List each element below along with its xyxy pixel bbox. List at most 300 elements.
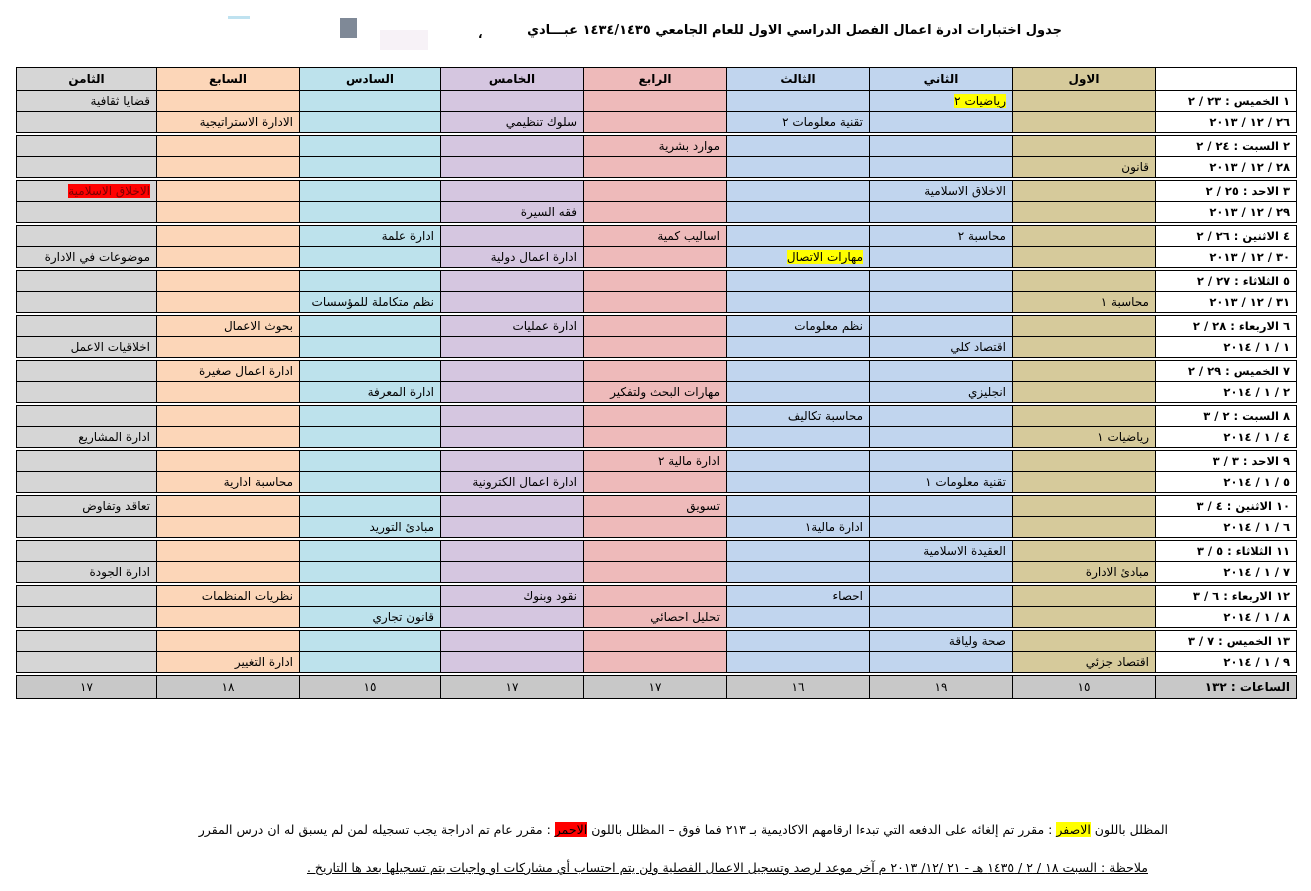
exam-cell bbox=[17, 316, 157, 337]
exam-cell bbox=[584, 316, 727, 337]
exam-cell bbox=[727, 271, 870, 292]
table-row bbox=[17, 631, 1297, 652]
exam-cell bbox=[584, 226, 727, 247]
exam-cell bbox=[1013, 136, 1156, 157]
course-name: سلوك تنظيمي bbox=[505, 115, 577, 129]
date-label: ٧ / ١ / ٢٠١٤ bbox=[1156, 562, 1297, 583]
course-name: ادارة المعرفة bbox=[367, 385, 434, 399]
day-label: ١٠ الاثنين : ٤ / ٣ bbox=[1156, 496, 1297, 517]
exam-cell bbox=[870, 631, 1013, 652]
exam-cell bbox=[17, 427, 157, 448]
exam-cell bbox=[727, 226, 870, 247]
course-name: موارد بشرية bbox=[658, 139, 720, 153]
exam-cell bbox=[441, 562, 584, 583]
decorative-square bbox=[340, 18, 357, 38]
course-name: نظم معلومات bbox=[794, 319, 863, 333]
exam-cell bbox=[727, 112, 870, 133]
hours-value: ١٧ bbox=[441, 676, 584, 699]
exam-cell bbox=[300, 337, 441, 358]
exam-cell bbox=[870, 292, 1013, 313]
column-header: الثامن bbox=[17, 68, 157, 91]
exam-cell bbox=[1013, 91, 1156, 112]
exam-cell bbox=[157, 562, 300, 583]
course-name: العقيدة الاسلامية bbox=[923, 544, 1006, 558]
legend-text-c: : مقرر عام تم ادراجة يجب تسجيله لمن لم يسبق له ان درس المقرر bbox=[198, 822, 551, 837]
table-row bbox=[17, 361, 1297, 382]
exam-cell bbox=[441, 157, 584, 178]
course-name: الاخلاق الاسلامية bbox=[68, 184, 150, 198]
exam-cell bbox=[870, 382, 1013, 403]
course-name: ادارة الجودة bbox=[89, 565, 150, 579]
page-title: جدول اختبارات ادرة اعمال الفصل الدراسي الاول للعام الجامعي ١٤٣٤/١٤٣٥ عبـــادي bbox=[527, 23, 1062, 38]
exam-cell bbox=[157, 112, 300, 133]
exam-cell bbox=[157, 337, 300, 358]
course-name: انجليزي bbox=[967, 385, 1006, 399]
exam-cell bbox=[157, 496, 300, 517]
exam-cell bbox=[300, 451, 441, 472]
course-name: ادارة اعمال دولية bbox=[490, 250, 577, 264]
exam-cell bbox=[157, 517, 300, 538]
date-label: ٩ / ١ / ٢٠١٤ bbox=[1156, 652, 1297, 673]
exam-cell bbox=[870, 541, 1013, 562]
course-name: تقنية معلومات ١ bbox=[925, 475, 1006, 489]
course-name: ادارة عمليات bbox=[512, 319, 577, 333]
exam-cell bbox=[584, 652, 727, 673]
totals-row bbox=[17, 676, 1297, 699]
table-row bbox=[17, 406, 1297, 427]
column-header: الخامس bbox=[441, 68, 584, 91]
exam-cell bbox=[300, 271, 441, 292]
exam-cell bbox=[584, 427, 727, 448]
exam-cell bbox=[17, 451, 157, 472]
hours-value: ١٥ bbox=[1013, 676, 1156, 699]
exam-cell bbox=[727, 361, 870, 382]
course-name: رياضيات ١ bbox=[1097, 430, 1149, 444]
exam-cell bbox=[17, 271, 157, 292]
course-name: فقه السيرة bbox=[520, 205, 577, 219]
exam-cell bbox=[157, 271, 300, 292]
exam-cell bbox=[1013, 316, 1156, 337]
course-name: نظم متكاملة للمؤسسات bbox=[311, 295, 434, 309]
table-row bbox=[17, 226, 1297, 247]
table-row bbox=[17, 157, 1297, 178]
decorative-block bbox=[380, 30, 428, 50]
course-name: تقنية معلومات ٢ bbox=[782, 115, 863, 129]
exam-cell bbox=[300, 226, 441, 247]
exam-cell bbox=[157, 247, 300, 268]
exam-cell bbox=[1013, 292, 1156, 313]
exam-cell bbox=[870, 226, 1013, 247]
exam-cell bbox=[441, 112, 584, 133]
course-name: بحوث الاعمال bbox=[223, 319, 293, 333]
column-header: الثالث bbox=[727, 68, 870, 91]
course-name: صحة ولياقة bbox=[948, 634, 1006, 648]
exam-cell bbox=[870, 472, 1013, 493]
column-header: السادس bbox=[300, 68, 441, 91]
exam-cell bbox=[300, 517, 441, 538]
exam-cell bbox=[727, 631, 870, 652]
exam-cell bbox=[441, 631, 584, 652]
legend-text-b: : مقرر تم إلغائه على الدفعه التي تبدءا ارقامهم الاكاديمية بـ ٢١٣ فما فوق – المظلل باللون bbox=[591, 822, 1053, 837]
exam-cell bbox=[870, 607, 1013, 628]
exam-cell bbox=[441, 226, 584, 247]
date-label: ٣٠ / ١٢ / ٢٠١٣ bbox=[1156, 247, 1297, 268]
day-label: ٧ الخميس : ٢٩ / ٢ bbox=[1156, 361, 1297, 382]
exam-cell bbox=[17, 112, 157, 133]
exam-cell bbox=[441, 517, 584, 538]
exam-cell bbox=[157, 136, 300, 157]
exam-cell bbox=[1013, 112, 1156, 133]
schedule-body bbox=[17, 68, 1297, 699]
exam-cell bbox=[584, 517, 727, 538]
exam-cell bbox=[157, 406, 300, 427]
exam-cell bbox=[17, 247, 157, 268]
table-row bbox=[17, 451, 1297, 472]
date-label: ٢٦ / ١٢ / ٢٠١٣ bbox=[1156, 112, 1297, 133]
exam-cell bbox=[157, 316, 300, 337]
exam-cell bbox=[157, 541, 300, 562]
exam-cell bbox=[870, 562, 1013, 583]
day-label: ٨ السبت : ٢ / ٣ bbox=[1156, 406, 1297, 427]
exam-cell bbox=[17, 292, 157, 313]
exam-cell bbox=[17, 136, 157, 157]
course-name: قضايا ثقافية bbox=[90, 94, 150, 108]
exam-cell bbox=[870, 451, 1013, 472]
exam-cell bbox=[1013, 406, 1156, 427]
exam-cell bbox=[584, 136, 727, 157]
table-row bbox=[17, 202, 1297, 223]
exam-cell bbox=[584, 607, 727, 628]
exam-cell bbox=[17, 562, 157, 583]
exam-cell bbox=[1013, 247, 1156, 268]
table-row bbox=[17, 292, 1297, 313]
date-label: ٢ / ١ / ٢٠١٤ bbox=[1156, 382, 1297, 403]
exam-cell bbox=[870, 361, 1013, 382]
exam-cell bbox=[157, 202, 300, 223]
course-name: موضوعات في الادارة bbox=[44, 250, 150, 264]
exam-cell bbox=[300, 472, 441, 493]
day-label: ٣ الاحد : ٢٥ / ٢ bbox=[1156, 181, 1297, 202]
exam-cell bbox=[300, 562, 441, 583]
course-name: اساليب كمية bbox=[657, 229, 720, 243]
exam-cell bbox=[17, 91, 157, 112]
table-row bbox=[17, 136, 1297, 157]
exam-cell bbox=[870, 652, 1013, 673]
day-label: ٤ الاثنين : ٢٦ / ٢ bbox=[1156, 226, 1297, 247]
exam-cell bbox=[441, 451, 584, 472]
exam-cell bbox=[870, 247, 1013, 268]
exam-cell bbox=[1013, 586, 1156, 607]
exam-cell bbox=[584, 382, 727, 403]
exam-cell bbox=[300, 91, 441, 112]
exam-cell bbox=[870, 517, 1013, 538]
exam-cell bbox=[17, 631, 157, 652]
exam-cell bbox=[300, 157, 441, 178]
course-name: نقود وبنوك bbox=[523, 589, 577, 603]
date-label: ٦ / ١ / ٢٠١٤ bbox=[1156, 517, 1297, 538]
course-name: تحليل احصائي bbox=[650, 610, 720, 624]
course-name: رياضيات ٢ bbox=[954, 94, 1006, 108]
header-row bbox=[17, 68, 1297, 91]
table-row bbox=[17, 382, 1297, 403]
exam-cell bbox=[441, 247, 584, 268]
exam-cell bbox=[870, 496, 1013, 517]
exam-cell bbox=[441, 586, 584, 607]
exam-cell bbox=[300, 541, 441, 562]
legend-note bbox=[40, 822, 1168, 837]
day-label: ٢ السبت : ٢٤ / ٢ bbox=[1156, 136, 1297, 157]
exam-cell bbox=[584, 271, 727, 292]
course-name: قانون bbox=[1121, 160, 1149, 174]
exam-cell bbox=[1013, 517, 1156, 538]
exam-cell bbox=[727, 541, 870, 562]
course-name: ادارة مالية ٢ bbox=[658, 454, 720, 468]
exam-cell bbox=[17, 586, 157, 607]
exam-cell bbox=[441, 292, 584, 313]
day-label: ١٢ الاربعاء : ٦ / ٣ bbox=[1156, 586, 1297, 607]
hours-value: ١٨ bbox=[157, 676, 300, 699]
exam-cell bbox=[157, 652, 300, 673]
exam-cell bbox=[870, 427, 1013, 448]
exam-cell bbox=[870, 202, 1013, 223]
date-label: ٤ / ١ / ٢٠١٤ bbox=[1156, 427, 1297, 448]
course-name: مبادئ التوريد bbox=[369, 520, 434, 534]
exam-cell bbox=[1013, 202, 1156, 223]
exam-cell bbox=[17, 607, 157, 628]
exam-cell bbox=[441, 136, 584, 157]
table-row bbox=[17, 496, 1297, 517]
hours-total-label: الساعات : ١٣٢ bbox=[1156, 676, 1297, 699]
course-name: اخلاقيات الاعمل bbox=[70, 340, 150, 354]
column-header: الثاني bbox=[870, 68, 1013, 91]
exam-cell bbox=[300, 631, 441, 652]
course-name: احصاء bbox=[832, 589, 863, 603]
course-name: ادارة اعمال الكترونية bbox=[472, 475, 577, 489]
exam-cell bbox=[727, 247, 870, 268]
exam-cell bbox=[441, 496, 584, 517]
exam-cell bbox=[300, 406, 441, 427]
exam-cell bbox=[300, 112, 441, 133]
exam-cell bbox=[157, 451, 300, 472]
exam-cell bbox=[441, 607, 584, 628]
table-row bbox=[17, 337, 1297, 358]
course-name: نظريات المنظمات bbox=[201, 589, 293, 603]
exam-cell bbox=[300, 607, 441, 628]
exam-cell bbox=[441, 382, 584, 403]
table-row bbox=[17, 607, 1297, 628]
exam-cell bbox=[17, 157, 157, 178]
exam-cell bbox=[1013, 157, 1156, 178]
course-name: محاسبة ١ bbox=[1100, 295, 1149, 309]
exam-cell bbox=[727, 316, 870, 337]
exam-cell bbox=[441, 337, 584, 358]
table-row bbox=[17, 316, 1297, 337]
exam-cell bbox=[870, 316, 1013, 337]
exam-cell bbox=[1013, 181, 1156, 202]
exam-cell bbox=[727, 91, 870, 112]
exam-cell bbox=[584, 112, 727, 133]
exam-cell bbox=[157, 427, 300, 448]
exam-cell bbox=[870, 181, 1013, 202]
exam-cell bbox=[157, 631, 300, 652]
exam-cell bbox=[157, 91, 300, 112]
day-label: ١١ الثلاثاء : ٥ / ٣ bbox=[1156, 541, 1297, 562]
exam-cell bbox=[441, 202, 584, 223]
exam-cell bbox=[870, 112, 1013, 133]
exam-cell bbox=[300, 316, 441, 337]
exam-cell bbox=[584, 247, 727, 268]
exam-cell bbox=[584, 202, 727, 223]
exam-cell bbox=[17, 406, 157, 427]
exam-cell bbox=[727, 406, 870, 427]
exam-cell bbox=[727, 337, 870, 358]
exam-cell bbox=[1013, 226, 1156, 247]
exam-cell bbox=[300, 427, 441, 448]
date-label: ١ / ١ / ٢٠١٤ bbox=[1156, 337, 1297, 358]
course-name: اقتصاد جزئي bbox=[1085, 655, 1149, 669]
date-label: ٢٩ / ١٢ / ٢٠١٣ bbox=[1156, 202, 1297, 223]
exam-cell bbox=[157, 181, 300, 202]
date-label: ٥ / ١ / ٢٠١٤ bbox=[1156, 472, 1297, 493]
exam-cell bbox=[300, 247, 441, 268]
day-label: ٦ الاربعاء : ٢٨ / ٢ bbox=[1156, 316, 1297, 337]
hours-value: ١٥ bbox=[300, 676, 441, 699]
hours-value: ١٦ bbox=[727, 676, 870, 699]
exam-cell bbox=[870, 586, 1013, 607]
exam-cell bbox=[157, 586, 300, 607]
exam-cell bbox=[727, 427, 870, 448]
exam-cell bbox=[157, 226, 300, 247]
exam-cell bbox=[441, 406, 584, 427]
exam-cell bbox=[1013, 451, 1156, 472]
exam-cell bbox=[1013, 427, 1156, 448]
exam-cell bbox=[1013, 382, 1156, 403]
decorative-line bbox=[228, 16, 250, 19]
course-name: مهارات البحث ولتفكير bbox=[610, 385, 720, 399]
exam-cell bbox=[441, 361, 584, 382]
exam-cell bbox=[17, 382, 157, 403]
exam-cell bbox=[584, 157, 727, 178]
exam-cell bbox=[870, 136, 1013, 157]
exam-cell bbox=[300, 361, 441, 382]
course-name: ادارة علمة bbox=[381, 229, 434, 243]
course-name: قانون تجاري bbox=[372, 610, 434, 624]
exam-cell bbox=[441, 652, 584, 673]
exam-cell bbox=[17, 337, 157, 358]
course-name: الاخلاق الاسلامية bbox=[924, 184, 1006, 198]
exam-cell bbox=[584, 292, 727, 313]
exam-cell bbox=[17, 652, 157, 673]
deadline-note: ملاحظة : السبت ١٨ / ٢ / ١٤٣٥ هـ - ٢١ /١٢/ ٢٠١٣ م آخر موعد لرصد وتسجيل الاعمال الفصلية ولن يتم احتساب أي مشاركات او واجبات يتم تسجيلها بعد ها التاريخ . bbox=[306, 860, 1148, 875]
day-label: ٩ الاحد : ٣ / ٣ bbox=[1156, 451, 1297, 472]
exam-cell bbox=[441, 472, 584, 493]
course-name: مبادئ الادارة bbox=[1085, 565, 1149, 579]
exam-cell bbox=[157, 292, 300, 313]
exam-cell bbox=[300, 202, 441, 223]
exam-cell bbox=[727, 586, 870, 607]
exam-cell bbox=[584, 91, 727, 112]
exam-cell bbox=[157, 157, 300, 178]
exam-cell bbox=[584, 337, 727, 358]
exam-cell bbox=[584, 451, 727, 472]
exam-cell bbox=[1013, 472, 1156, 493]
exam-cell bbox=[17, 181, 157, 202]
exam-cell bbox=[870, 406, 1013, 427]
exam-cell bbox=[584, 631, 727, 652]
exam-cell bbox=[727, 562, 870, 583]
exam-cell bbox=[1013, 631, 1156, 652]
exam-cell bbox=[441, 271, 584, 292]
course-name: ادارة اعمال صغيرة bbox=[198, 364, 293, 378]
exam-cell bbox=[300, 496, 441, 517]
exam-cell bbox=[727, 157, 870, 178]
course-name: ادارة المشاريع bbox=[78, 430, 150, 444]
table-row bbox=[17, 562, 1297, 583]
exam-schedule-table bbox=[16, 67, 1297, 699]
table-row bbox=[17, 517, 1297, 538]
exam-cell bbox=[441, 541, 584, 562]
exam-cell bbox=[441, 316, 584, 337]
exam-cell bbox=[300, 292, 441, 313]
exam-cell bbox=[300, 652, 441, 673]
title-comma: ، bbox=[478, 27, 483, 41]
exam-cell bbox=[584, 472, 727, 493]
course-name: الادارة الاستراتيجية bbox=[199, 115, 293, 129]
exam-cell bbox=[17, 541, 157, 562]
table-row bbox=[17, 271, 1297, 292]
exam-cell bbox=[157, 382, 300, 403]
exam-cell bbox=[584, 181, 727, 202]
exam-cell bbox=[1013, 562, 1156, 583]
exam-cell bbox=[1013, 541, 1156, 562]
course-name: محاسبة ٢ bbox=[957, 229, 1006, 243]
exam-cell bbox=[584, 496, 727, 517]
exam-cell bbox=[300, 586, 441, 607]
exam-cell bbox=[1013, 496, 1156, 517]
day-label: ٥ الثلاثاء : ٢٧ / ٢ bbox=[1156, 271, 1297, 292]
exam-cell bbox=[17, 361, 157, 382]
exam-cell bbox=[870, 337, 1013, 358]
table-row bbox=[17, 586, 1297, 607]
legend-text-a: المظلل باللون bbox=[1094, 822, 1168, 837]
date-label: ٣١ / ١٢ / ٢٠١٣ bbox=[1156, 292, 1297, 313]
exam-cell bbox=[727, 496, 870, 517]
exam-cell bbox=[17, 226, 157, 247]
exam-cell bbox=[584, 562, 727, 583]
exam-cell bbox=[17, 517, 157, 538]
exam-cell bbox=[727, 451, 870, 472]
course-name: مهارات الاتصال bbox=[786, 250, 863, 264]
exam-cell bbox=[1013, 607, 1156, 628]
exam-cell bbox=[727, 607, 870, 628]
exam-cell bbox=[1013, 652, 1156, 673]
exam-cell bbox=[300, 136, 441, 157]
table-row bbox=[17, 472, 1297, 493]
exam-cell bbox=[157, 472, 300, 493]
column-header: الرابع bbox=[584, 68, 727, 91]
table-row bbox=[17, 541, 1297, 562]
exam-cell bbox=[727, 292, 870, 313]
day-label: ١٣ الخميس : ٧ / ٣ bbox=[1156, 631, 1297, 652]
date-label: ٨ / ١ / ٢٠١٤ bbox=[1156, 607, 1297, 628]
exam-cell bbox=[870, 271, 1013, 292]
exam-cell bbox=[727, 382, 870, 403]
exam-cell bbox=[441, 181, 584, 202]
exam-cell bbox=[870, 91, 1013, 112]
exam-cell bbox=[157, 607, 300, 628]
exam-cell bbox=[441, 91, 584, 112]
hours-value: ١٩ bbox=[870, 676, 1013, 699]
